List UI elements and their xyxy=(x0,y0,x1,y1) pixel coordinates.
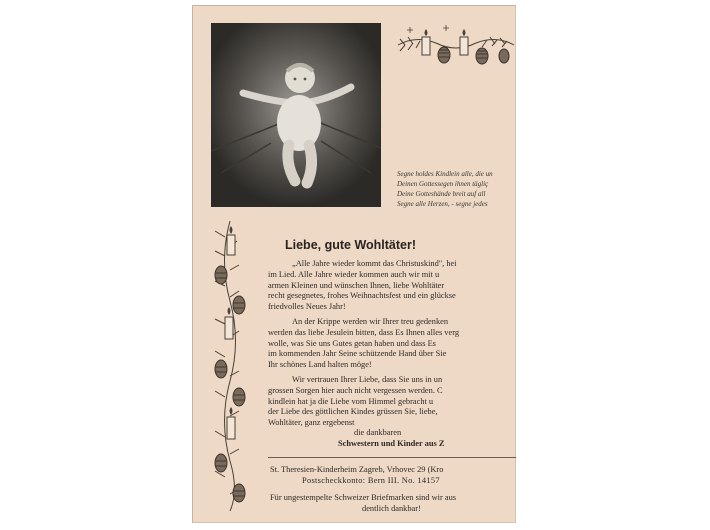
address-line: St. Theresien-Kinderheim Zagreb, Vrhovec 29 (Kro xyxy=(270,465,444,474)
letter-line: Ihr schönes Land halten möge! xyxy=(268,360,372,370)
letter-line: werden das liebe Jesulein bitten, dass Es Ihnen alles verg xyxy=(268,327,460,337)
blessing-verse xyxy=(397,169,516,209)
candle-ornament-side xyxy=(209,221,251,511)
candle-ornament-top xyxy=(396,23,516,65)
verse-line: Segne holdes Kindlein alle, die un xyxy=(397,170,493,178)
letter-line: An der Krippe werden wir Ihrer treu gedenken xyxy=(292,316,449,326)
letter-line: wolle, was Sie uns Gutes getan haben und dass Es xyxy=(268,338,436,348)
letter-line: im kommenden Jahr Seine schützende Hand über Sie xyxy=(268,349,447,359)
letter-body xyxy=(268,259,516,429)
closing-line: die dankbaren xyxy=(354,428,402,437)
signature-line: Schwestern und Kinder aus Z xyxy=(338,439,445,448)
footer xyxy=(268,464,516,514)
letter-line: friedvolles Neues Jahr! xyxy=(268,302,346,312)
letter-line: „Alle Jahre wieder kommt das Christuskind", hei xyxy=(292,259,457,268)
letter-line: der Liebe des göttlichen Kindes grüssen Sie, liebe, xyxy=(268,407,438,417)
letter-line: kindlein hat ja die Liebe vom Himmel gebracht u xyxy=(268,396,434,406)
verse-line: Deine Gotteshände breit auf all xyxy=(397,190,486,198)
letter-signature xyxy=(268,427,516,449)
letter-line: grossen Sorgen hier auch nicht vergessen werden. C xyxy=(268,385,443,395)
stamps-line: Für ungestempelte Schweizer Briefmarken sind wir aus xyxy=(270,493,457,502)
postcheck-line: Postscheckkonto: Bern III. No. 14157 xyxy=(302,476,440,485)
christmas-card xyxy=(192,5,516,523)
christ-child-photo xyxy=(211,23,381,207)
letter-line: armen Kleinen und wünschen Ihnen, liebe Wohltäter xyxy=(268,280,445,290)
stamps-line: dentlich dankbar! xyxy=(362,504,421,513)
letter-line: recht gesegnetes, frohes Weihnachtsfest und ein glückse xyxy=(268,291,456,301)
verse-line: Segne alle Herzen, - segne jedes xyxy=(397,200,488,208)
divider xyxy=(268,457,516,458)
letter-line: Wohltäter, ganz ergebenst xyxy=(268,418,355,428)
letter-heading: Liebe, gute Wohltäter! xyxy=(285,238,417,252)
letter-line: Wir vertrauen Ihrer Liebe, dass Sie uns in un xyxy=(292,374,443,384)
letter-line: im Lied. Alle Jahre wieder kommen auch wir mit u xyxy=(268,269,440,279)
verse-line: Deinen Gottessegen ihnen tägliç xyxy=(397,180,489,188)
